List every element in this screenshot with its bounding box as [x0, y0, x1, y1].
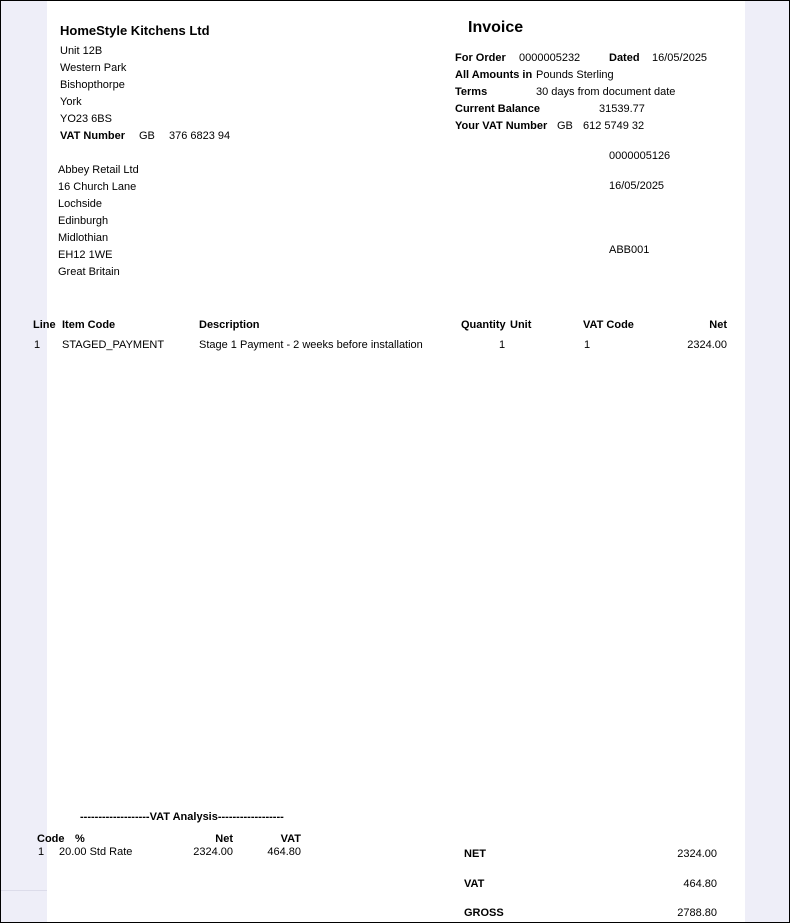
- vat-row-vat: 464.80: [267, 846, 301, 858]
- total-gross-value: 2788.80: [677, 907, 717, 919]
- col-header-description: Description: [199, 319, 260, 331]
- for-order-value: 0000005232: [519, 52, 581, 64]
- company-address-line: YO23 6BS: [60, 113, 112, 125]
- row-item-code: STAGED_PAYMENT: [62, 339, 165, 351]
- vat-row-rate: 20.00 Std Rate: [59, 846, 133, 858]
- vat-row-net: 2324.00: [193, 846, 233, 858]
- vat-col-vat: VAT: [280, 833, 301, 845]
- company-address-line: Western Park: [60, 62, 127, 74]
- invoice-title: Invoice: [468, 19, 524, 36]
- vat-col-net: Net: [215, 833, 233, 845]
- account-reference: ABB001: [609, 244, 650, 256]
- col-header-item-code: Item Code: [62, 319, 116, 331]
- vat-col-code: Code: [37, 833, 65, 845]
- row-vat-code: 1: [584, 339, 591, 351]
- your-vat-label: Your VAT Number: [455, 120, 548, 132]
- terms-label: Terms: [455, 86, 488, 98]
- company-address-line: York: [60, 96, 82, 108]
- row-net: 2324.00: [687, 339, 727, 351]
- company-name: HomeStyle Kitchens Ltd: [60, 23, 210, 38]
- balance-value: 31539.77: [599, 103, 645, 115]
- customer-address-line: EH12 1WE: [58, 249, 113, 261]
- customer-address-line: Edinburgh: [58, 215, 109, 227]
- vat-analysis-title: -------------------VAT Analysis------------------: [80, 811, 284, 823]
- vat-col-pct: %: [75, 833, 85, 845]
- document-date: 16/05/2025: [609, 180, 665, 192]
- customer-address-line: Abbey Retail Ltd: [58, 164, 139, 176]
- col-header-quantity: Quantity: [461, 319, 506, 331]
- dated-value: 16/05/2025: [652, 52, 708, 64]
- company-vat-country: GB: [139, 130, 155, 142]
- customer-address-line: Great Britain: [58, 266, 120, 278]
- for-order-label: For Order: [455, 52, 506, 64]
- col-header-net: Net: [709, 319, 727, 331]
- row-line-number: 1: [34, 339, 41, 351]
- document-number: 0000005126: [609, 150, 671, 162]
- col-header-vat-code: VAT Code: [583, 319, 634, 331]
- amounts-label: All Amounts in: [455, 69, 533, 81]
- company-address-line: Unit 12B: [60, 45, 103, 57]
- total-gross-label: GROSS: [464, 907, 504, 919]
- customer-address-line: Lochside: [58, 198, 103, 210]
- total-net-label: NET: [464, 848, 486, 860]
- amounts-value: Pounds Sterling: [536, 69, 614, 81]
- terms-value: 30 days from document date: [536, 86, 676, 98]
- total-vat-label: VAT: [464, 878, 485, 890]
- vat-row-code: 1: [38, 846, 45, 858]
- col-header-line: Line: [33, 319, 56, 331]
- company-vat-number: 376 6823 94: [169, 130, 231, 142]
- customer-address-line: Midlothian: [58, 232, 109, 244]
- company-vat-label: VAT Number: [60, 130, 125, 142]
- customer-address-line: 16 Church Lane: [58, 181, 137, 193]
- your-vat-number: 612 5749 32: [583, 120, 645, 132]
- left-margin-divider: [1, 890, 47, 891]
- balance-label: Current Balance: [455, 103, 540, 115]
- your-vat-country: GB: [557, 120, 573, 132]
- right-margin-band: [745, 1, 789, 922]
- row-quantity: 1: [499, 339, 506, 351]
- total-net-value: 2324.00: [677, 848, 717, 860]
- company-address-line: Bishopthorpe: [60, 79, 125, 91]
- dated-label: Dated: [609, 52, 640, 64]
- total-vat-value: 464.80: [683, 878, 717, 890]
- left-margin-band: [1, 1, 47, 922]
- col-header-unit: Unit: [510, 319, 532, 331]
- row-description: Stage 1 Payment - 2 weeks before installation: [199, 339, 423, 351]
